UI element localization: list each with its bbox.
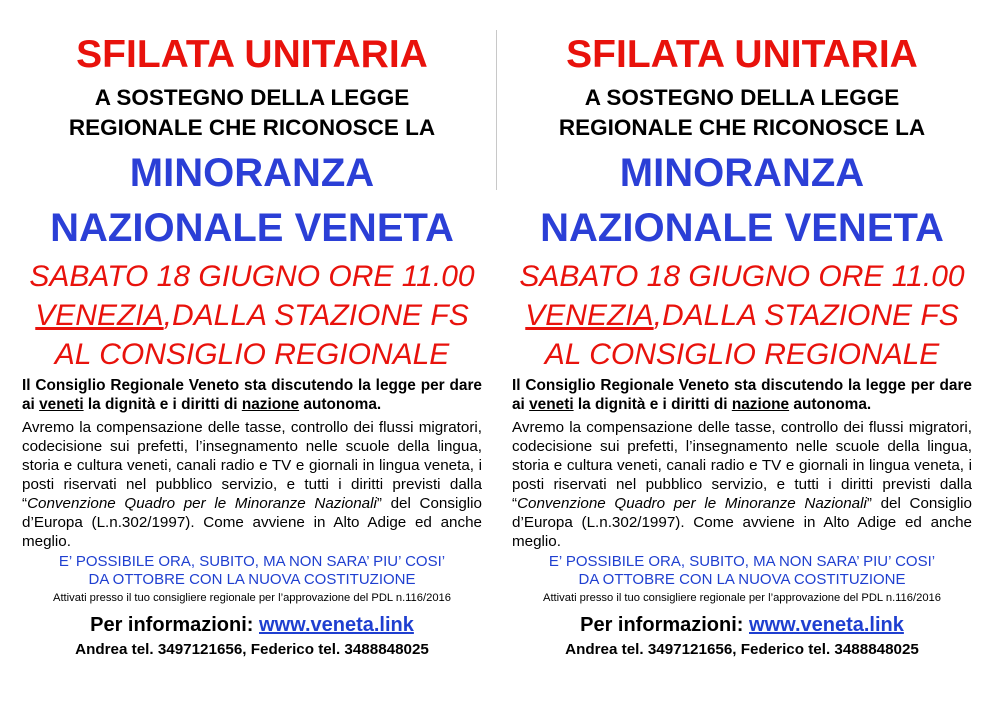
info-line bbox=[512, 613, 972, 637]
notice-line-1: E’ POSSIBILE ORA, SUBITO, MA NON SARA’ PIU’ COSI’ bbox=[58, 553, 446, 570]
subtitle-line-2: REGIONALE CHE RICONOSCE LA bbox=[558, 115, 926, 140]
info-label: Per informazioni: bbox=[90, 614, 260, 636]
info-link[interactable]: www.veneta.link bbox=[749, 614, 904, 636]
intro-paragraph bbox=[22, 376, 482, 414]
intro-text-2: la dignità e i diritti di bbox=[83, 396, 242, 413]
subtitle-line-1: A SOSTEGNO DELLA LEGGE bbox=[584, 85, 900, 110]
body-text-2: ” del Consiglio d’Europa (L.n.302/1997). Come avviene in Alto Adige ed anche meglio. bbox=[512, 495, 972, 550]
location-rest: ,DALLA STAZIONE FS bbox=[653, 299, 959, 332]
event-location bbox=[512, 296, 972, 335]
intro-text-1: Il Consiglio Regionale Veneto sta discutendo la legge per dare ai bbox=[512, 377, 972, 413]
notice-line-2: DA OTTOBRE CON LA NUOVA COSTITUZIONE bbox=[88, 571, 416, 588]
intro-nazione: nazione bbox=[731, 396, 790, 413]
body-paragraph bbox=[512, 418, 972, 551]
event-destination: AL CONSIGLIO REGIONALE bbox=[54, 338, 450, 371]
flyer-right bbox=[512, 0, 972, 660]
location-rest: ,DALLA STAZIONE FS bbox=[163, 299, 469, 332]
event-title: SFILATA UNITARIA bbox=[566, 33, 918, 76]
flyer-left bbox=[22, 0, 482, 660]
event-title: SFILATA UNITARIA bbox=[76, 33, 428, 76]
fold-divider bbox=[496, 30, 497, 190]
headline-line-2: NAZIONALE VENETA bbox=[50, 206, 454, 250]
subtitle-line-1: A SOSTEGNO DELLA LEGGE bbox=[94, 85, 410, 110]
info-line bbox=[22, 613, 482, 637]
body-text-2: ” del Consiglio d’Europa (L.n.302/1997). Come avviene in Alto Adige ed anche meglio. bbox=[22, 495, 482, 550]
headline-line-2: NAZIONALE VENETA bbox=[540, 206, 944, 250]
location-city: VENEZIA bbox=[525, 299, 654, 332]
notice-line-1: E’ POSSIBILE ORA, SUBITO, MA NON SARA’ PIU’ COSI’ bbox=[548, 553, 936, 570]
headline-line-1: MINORANZA bbox=[129, 151, 375, 195]
intro-text-2: la dignità e i diritti di bbox=[573, 396, 732, 413]
body-text-1: Avremo la compensazione delle tasse, controllo dei flussi migratori, codecisione sui prefetti, l’insegnamento nelle scuole della lingua, storia e cultura veneti, canali radio e TV e giornali in lingua veneta, i posti riservati nel pubblico servizio, e tutti i diritti previsti dalla “ bbox=[22, 419, 482, 512]
intro-text-3: autonoma. bbox=[299, 396, 382, 413]
small-note: Attivati presso il tuo consigliere regionale per l’approvazione del PDL n.116/2016 bbox=[52, 592, 452, 604]
location-city: VENEZIA bbox=[35, 299, 164, 332]
info-link[interactable]: www.veneta.link bbox=[259, 614, 414, 636]
event-location bbox=[22, 296, 482, 335]
event-date: SABATO 18 GIUGNO ORE 11.00 bbox=[29, 260, 475, 293]
intro-nazione: nazione bbox=[241, 396, 300, 413]
event-destination: AL CONSIGLIO REGIONALE bbox=[544, 338, 940, 371]
contacts: Andrea tel. 3497121656, Federico tel. 3488848025 bbox=[75, 641, 429, 658]
contacts: Andrea tel. 3497121656, Federico tel. 3488848025 bbox=[565, 641, 919, 658]
intro-veneti: veneti bbox=[529, 396, 574, 413]
notice-line-2: DA OTTOBRE CON LA NUOVA COSTITUZIONE bbox=[578, 571, 906, 588]
body-convention: Convenzione Quadro per le Minoranze Nazionali bbox=[517, 495, 867, 512]
info-label: Per informazioni: bbox=[580, 614, 750, 636]
small-note: Attivati presso il tuo consigliere regionale per l’approvazione del PDL n.116/2016 bbox=[542, 592, 942, 604]
subtitle-line-2: REGIONALE CHE RICONOSCE LA bbox=[68, 115, 436, 140]
event-date: SABATO 18 GIUGNO ORE 11.00 bbox=[519, 260, 965, 293]
body-text-1: Avremo la compensazione delle tasse, controllo dei flussi migratori, codecisione sui prefetti, l’insegnamento nelle scuole della lingua, storia e cultura veneti, canali radio e TV e giornali in lingua veneta, i posti riservati nel pubblico servizio, e tutti i diritti previsti dalla “ bbox=[512, 419, 972, 512]
body-paragraph bbox=[22, 418, 482, 551]
intro-text-3: autonoma. bbox=[789, 396, 872, 413]
intro-veneti: veneti bbox=[39, 396, 84, 413]
body-convention: Convenzione Quadro per le Minoranze Nazionali bbox=[27, 495, 377, 512]
intro-text-1: Il Consiglio Regionale Veneto sta discutendo la legge per dare ai bbox=[22, 377, 482, 413]
intro-paragraph bbox=[512, 376, 972, 414]
headline-line-1: MINORANZA bbox=[619, 151, 865, 195]
